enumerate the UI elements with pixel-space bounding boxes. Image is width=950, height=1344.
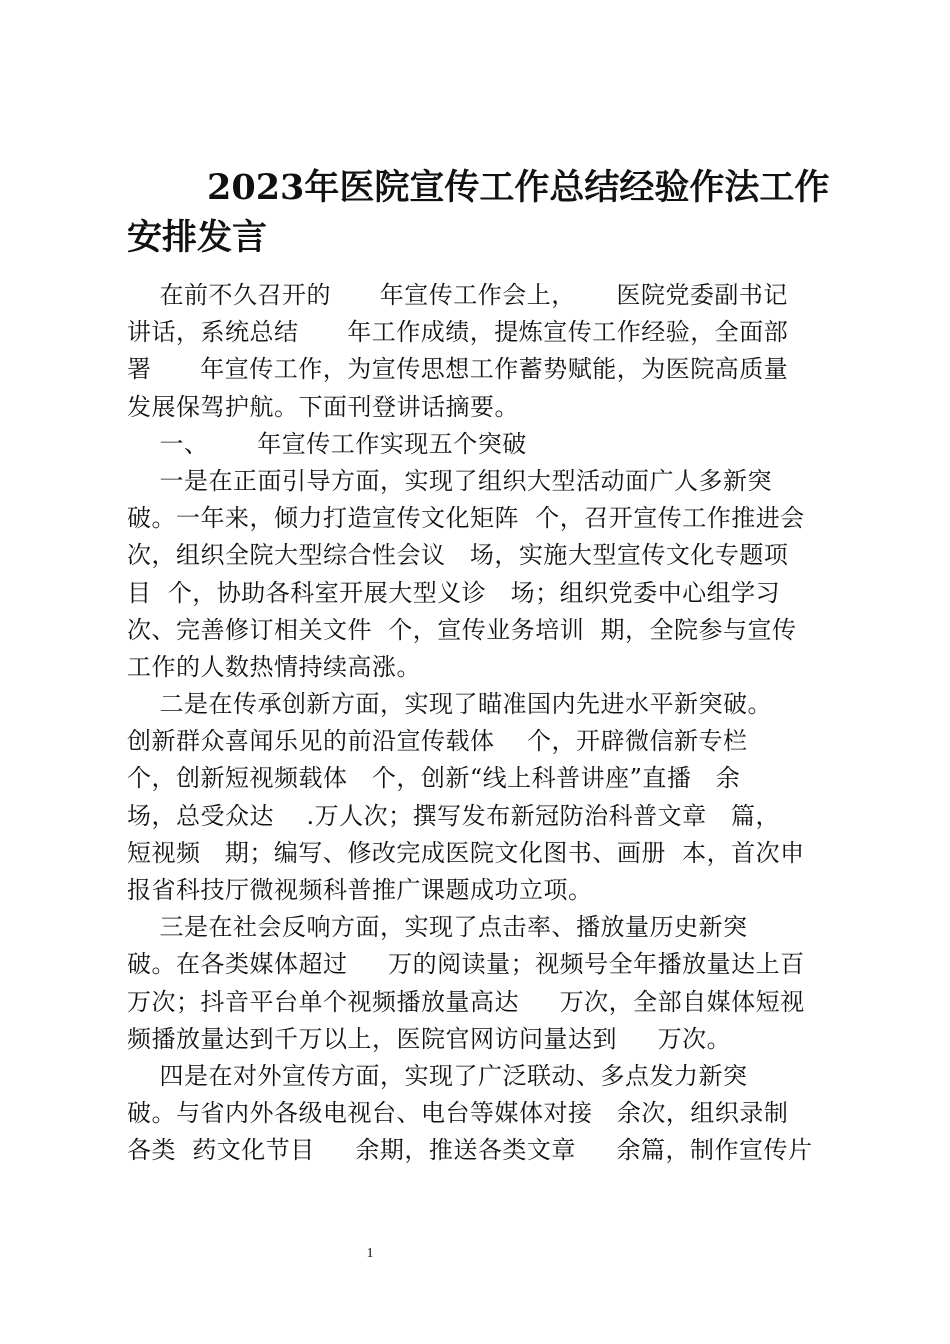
text-line: 一是在正面引导方面，实现了组织大型活动面广人多新突 <box>127 466 773 495</box>
title-line-1: 2023年医院宣传工作总结经验作法工作 <box>207 167 830 208</box>
text-line: 工作的人数热情持续高涨。 <box>127 652 421 681</box>
text-line: 短视频 期；编写、修改完成医院文化图书、画册 本，首次申 <box>127 838 805 867</box>
text-line: 在前不久召开的 年宣传工作会上， 医院党委副书记 <box>127 281 788 309</box>
text-line: 万次；抖音平台单个视频播放量高达 万次，全部自媒体短视 <box>127 987 805 1016</box>
text-line: 个，创新短视频载体 个，创新“线上科普讲座”直播 余 <box>127 764 741 793</box>
text-line: 目 个，协助各科室开展大型义诊 场；组织党委中心组学习 <box>127 578 781 607</box>
title-line-2: 安排发言 <box>127 217 268 258</box>
text-line: 一、 年宣传工作实现五个突破 <box>127 429 527 458</box>
body-text <box>127 277 837 1170</box>
text-line: 频播放量达到千万以上，医院官网访问量达到 万次。 <box>127 1024 732 1053</box>
text-line: 署 年宣传工作，为宣传思想工作蓄势赋能，为医院高质量 <box>127 355 789 384</box>
text-line: 发展保驾护航。下面刊登讲话摘要。 <box>127 392 519 421</box>
text-line: 破。与省内外各级电视台、电台等媒体对接 余次，组织录制 <box>127 1099 789 1128</box>
text-line: 各类 药文化节目 余期，推送各类文章 余篇，制作宣传片 <box>127 1136 813 1165</box>
text-line: 次、完善修订相关文件 个，宣传业务培训 期，全院参与宣传 <box>127 615 797 644</box>
page-number: 1 <box>366 1246 374 1261</box>
text-line: 三是在社会反响方面，实现了点击率、播放量历史新突 <box>127 913 748 942</box>
text-line: 场，总受众达 .万人次；撰写发布新冠防治科普文章 篇， <box>127 801 781 830</box>
document-title <box>127 163 837 263</box>
text-line: 创新群众喜闻乐见的前沿宣传载体 个，开辟微信新专栏 <box>127 727 748 756</box>
text-line: 破。在各类媒体超过 万的阅读量；视频号全年播放量达上百 <box>127 950 805 979</box>
text-line: 二是在传承创新方面，实现了瞄准国内先进水平新突破。 <box>127 690 773 719</box>
text-line: 四是在对外宣传方面，实现了广泛联动、多点发力新突 <box>127 1061 748 1090</box>
text-line: 次，组织全院大型综合性会议 场，实施大型宣传文化专题项 <box>127 541 789 570</box>
text-line: 报省科技厅微视频科普推广课题成功立项。 <box>127 876 593 904</box>
text-line: 破。一年来，倾力打造宣传文化矩阵 个，召开宣传工作推进会 <box>127 504 805 533</box>
text-line: 讲话，系统总结 年工作成绩，提炼宣传工作经验，全面部 <box>127 318 789 347</box>
